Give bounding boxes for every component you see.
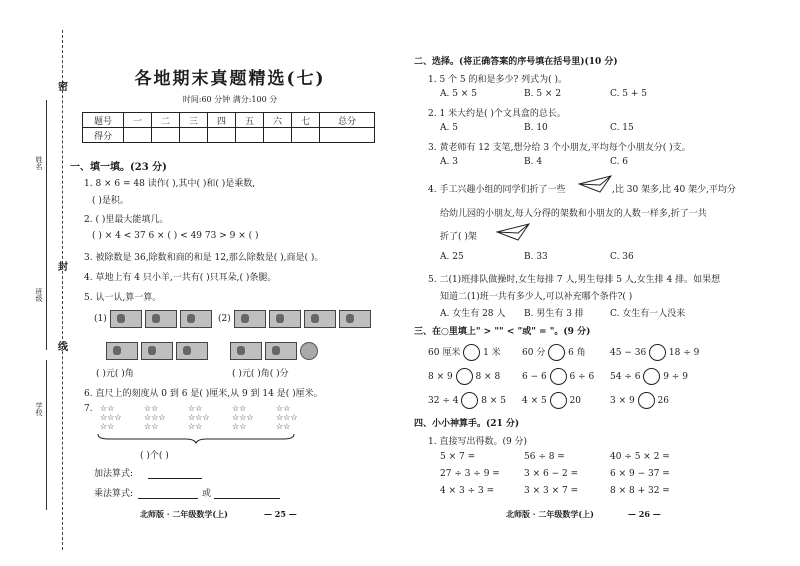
s2-q2-option-a[interactable]: A. 5 bbox=[440, 123, 458, 133]
footer-left-text: 北师版 · 二年级数学(上) bbox=[140, 509, 228, 519]
seal-mark-mi: 密 bbox=[58, 82, 68, 93]
or-label: 或 bbox=[202, 489, 212, 499]
name-label: 姓名 bbox=[35, 156, 43, 170]
footer-right-text: 北师版 · 二年级数学(上) bbox=[506, 509, 594, 519]
money-group-1-top bbox=[110, 308, 215, 328]
calc-item[interactable]: 3 × 3 × 7 = bbox=[524, 486, 579, 496]
star-group-5: ☆☆ ☆☆☆ ☆☆ bbox=[276, 404, 298, 431]
compare-item: 4 × 5 20 bbox=[522, 392, 581, 409]
s1-question-4: 4. 草地上有 4 只小羊,一共有( )只耳朵,( )条腿。 bbox=[84, 273, 277, 283]
paper-plane-icon bbox=[496, 222, 530, 242]
s1-question-5: 5. 认一认,算一算。 bbox=[84, 293, 162, 303]
compare-circle[interactable] bbox=[649, 344, 666, 361]
score-header-cell: 五 bbox=[236, 113, 264, 128]
money-group-2-bottom bbox=[230, 340, 318, 360]
compare-item: 60 厘米 1 米 bbox=[428, 344, 501, 361]
class-label: 班级 bbox=[35, 288, 43, 302]
banknote-icon bbox=[176, 342, 208, 360]
compare-item: 32 ÷ 4 8 × 5 bbox=[428, 392, 506, 409]
compare-circle[interactable] bbox=[643, 368, 660, 385]
s1-question-2: 2. ( )里最大能填几。 bbox=[84, 215, 169, 225]
section1-title: 一、填一填。(23 分) bbox=[70, 162, 167, 173]
star-group-2: ☆☆ ☆☆☆ ☆☆ bbox=[144, 404, 166, 431]
score-cell[interactable] bbox=[292, 128, 320, 143]
score-row-label: 得分 bbox=[83, 128, 124, 143]
banknote-icon bbox=[269, 310, 301, 328]
money-group-2-top bbox=[234, 308, 374, 328]
s2-q5-option-b[interactable]: B. 男生有 3 排 bbox=[524, 309, 584, 319]
score-header-cell: 三 bbox=[180, 113, 208, 128]
score-table-score-row bbox=[83, 128, 375, 143]
compare-circle[interactable] bbox=[463, 344, 480, 361]
score-header-cell: 六 bbox=[264, 113, 292, 128]
banknote-icon bbox=[339, 310, 371, 328]
s2-question-1: 1. 5 个 5 的和是多少? 列式为( )。 bbox=[428, 75, 568, 85]
banknote-icon bbox=[141, 342, 173, 360]
banknote-icon bbox=[106, 342, 138, 360]
score-cell[interactable] bbox=[264, 128, 292, 143]
multiplication-label: 乘法算式: bbox=[94, 489, 134, 499]
calc-item[interactable]: 4 × 3 ÷ 3 = bbox=[440, 486, 495, 496]
s2-q1-option-a[interactable]: A. 5 × 5 bbox=[440, 89, 477, 99]
score-table-header-row bbox=[83, 113, 375, 128]
school-label: 学校 bbox=[35, 402, 43, 416]
compare-circle[interactable] bbox=[461, 392, 478, 409]
page-title: 各地期末真题精选(七) bbox=[134, 69, 326, 89]
score-cell[interactable] bbox=[320, 128, 375, 143]
s2-q4-option-b[interactable]: B. 33 bbox=[524, 252, 548, 262]
binding-dashed-line bbox=[62, 30, 63, 550]
s2-question-4-line2: 给幼儿园的小朋友,每人分得的架数和小朋友的人数一样多,折了一共 bbox=[440, 209, 707, 219]
s2-q1-option-b[interactable]: B. 5 × 2 bbox=[524, 89, 562, 99]
money-group-1-bottom bbox=[106, 340, 211, 360]
s2-q5-option-c[interactable]: C. 女生有一人没来 bbox=[610, 309, 686, 319]
calc-item[interactable]: 40 ÷ 5 × 2 = bbox=[610, 452, 670, 462]
s2-q4-option-a[interactable]: A. 25 bbox=[440, 252, 464, 262]
score-header-cell: 一 bbox=[124, 113, 152, 128]
footer-right-page: — 26 — bbox=[628, 509, 661, 519]
calc-item[interactable]: 27 ÷ 3 ÷ 9 = bbox=[440, 469, 500, 479]
s2-q2-option-b[interactable]: B. 10 bbox=[524, 123, 548, 133]
s2-q3-option-a[interactable]: A. 3 bbox=[440, 157, 458, 167]
grouping-brace bbox=[96, 432, 296, 444]
compare-circle[interactable] bbox=[548, 344, 565, 361]
coin-icon bbox=[300, 342, 318, 360]
s2-q5-option-a[interactable]: A. 女生有 28 人 bbox=[440, 309, 506, 319]
banknote-icon bbox=[265, 342, 297, 360]
s2-question-3: 3. 黄老师有 12 支笔,想分给 3 个小朋友,平均每个小朋友分( )支。 bbox=[428, 143, 691, 153]
s2-question-5: 5. 二(1)班排队做操时,女生每排 7 人,男生每排 5 人,女生排 4 排。如果想 bbox=[428, 275, 721, 285]
compare-circle[interactable] bbox=[550, 392, 567, 409]
s1-question-1: 1. 8 × 6 = 48 读作( ),其中( )和( )是乘数, bbox=[84, 179, 256, 189]
s2-question-2: 2. 1 米大约是( )个文具盒的总长。 bbox=[428, 109, 566, 119]
score-cell[interactable] bbox=[208, 128, 236, 143]
score-cell[interactable] bbox=[180, 128, 208, 143]
calc-item[interactable]: 3 × 6 − 2 = bbox=[524, 469, 579, 479]
score-cell[interactable] bbox=[124, 128, 152, 143]
star-group-1: ☆☆ ☆☆☆ ☆☆ bbox=[100, 404, 122, 431]
multiplication-answer-line-2[interactable] bbox=[214, 486, 280, 499]
s2-q3-option-b[interactable]: B. 4 bbox=[524, 157, 543, 167]
banknote-icon bbox=[145, 310, 177, 328]
calc-item[interactable]: 8 × 8 + 32 = bbox=[610, 486, 670, 496]
money-group-2-label: (2) bbox=[218, 314, 231, 324]
name-field-line[interactable] bbox=[46, 100, 47, 250]
s1-question-1-cont: ( )是积。 bbox=[92, 196, 129, 206]
group-count-answer: ( )个( ) bbox=[140, 451, 169, 461]
s2-q1-option-c[interactable]: C. 5 + 5 bbox=[610, 89, 648, 99]
s2-q3-option-c[interactable]: C. 6 bbox=[610, 157, 629, 167]
score-header-cell: 二 bbox=[152, 113, 180, 128]
compare-item: 45 − 36 18 ÷ 9 bbox=[610, 344, 699, 361]
compare-circle[interactable] bbox=[638, 392, 655, 409]
addition-label: 加法算式: bbox=[94, 469, 134, 479]
star-group-3: ☆☆ ☆☆☆ ☆☆ bbox=[188, 404, 210, 431]
score-header-cell: 题号 bbox=[83, 113, 124, 128]
compare-item: 60 分 6 角 bbox=[522, 344, 586, 361]
s1-question-7: 7. bbox=[84, 404, 93, 414]
compare-circle[interactable] bbox=[456, 368, 473, 385]
compare-item: 54 ÷ 6 9 ÷ 9 bbox=[610, 368, 688, 385]
class-field-line[interactable] bbox=[46, 240, 47, 350]
s1-question-3: 3. 被除数是 36,除数和商的和是 12,那么除数是( ),商是( )。 bbox=[84, 253, 324, 263]
score-header-cell: 七 bbox=[292, 113, 320, 128]
paper-plane-icon bbox=[578, 174, 612, 194]
school-field-line[interactable] bbox=[46, 360, 47, 510]
s2-q2-option-c[interactable]: C. 15 bbox=[610, 123, 634, 133]
money-group-1-label: (1) bbox=[94, 314, 107, 324]
s1-question-2-items: ( ) × 4 < 37 6 × ( ) < 49 73 > 9 × ( ) bbox=[92, 231, 259, 241]
section4-title: 四、小小神算手。(21 分) bbox=[414, 419, 520, 429]
score-table bbox=[82, 112, 375, 143]
banknote-icon bbox=[230, 342, 262, 360]
money-answer-2: ( )元( )角( )分 bbox=[232, 369, 289, 379]
banknote-icon bbox=[110, 310, 142, 328]
s2-question-4: 4. 手工兴趣小组的同学们折了一些 bbox=[428, 185, 566, 195]
section3-title: 三、在○里填上" > "" < "或" = "。(9 分) bbox=[414, 327, 591, 337]
s1-question-6: 6. 直尺上的刻度从 0 到 6 是( )厘米,从 9 到 14 是( )厘米。 bbox=[84, 389, 323, 399]
section2-title: 二、选择。(将正确答案的序号填在括号里)(10 分) bbox=[414, 57, 618, 67]
banknote-icon bbox=[304, 310, 336, 328]
calc-item[interactable]: 5 × 7 = bbox=[440, 452, 476, 462]
score-header-cell: 四 bbox=[208, 113, 236, 128]
compare-item: 8 × 9 8 × 8 bbox=[428, 368, 500, 385]
score-cell[interactable] bbox=[152, 128, 180, 143]
compare-item: 6 − 6 6 ÷ 6 bbox=[522, 368, 594, 385]
s2-question-5-cont: 知道二(1)班一共有多少人,可以补充哪个条件?( ) bbox=[440, 292, 633, 302]
calc-item[interactable]: 6 × 9 − 37 = bbox=[610, 469, 670, 479]
calc-item[interactable]: 56 ÷ 8 = bbox=[524, 452, 565, 462]
compare-item: 3 × 9 26 bbox=[610, 392, 669, 409]
seal-mark-feng: 封 bbox=[58, 262, 68, 273]
s2-question-4-cont: ,比 30 架多,比 40 架少,平均分 bbox=[612, 185, 736, 195]
s2-q4-option-c[interactable]: C. 36 bbox=[610, 252, 634, 262]
money-answer-1: ( )元( )角 bbox=[96, 369, 134, 379]
star-group-4: ☆☆ ☆☆☆ ☆☆ bbox=[232, 404, 254, 431]
banknote-icon bbox=[180, 310, 212, 328]
score-header-cell: 总分 bbox=[320, 113, 375, 128]
banknote-icon bbox=[234, 310, 266, 328]
s4-question-1: 1. 直接写出得数。(9 分) bbox=[428, 437, 528, 447]
footer-left-page: — 25 — bbox=[264, 509, 297, 519]
score-cell[interactable] bbox=[236, 128, 264, 143]
addition-answer-line[interactable] bbox=[148, 466, 202, 479]
compare-circle[interactable] bbox=[550, 368, 567, 385]
multiplication-answer-line-1[interactable] bbox=[138, 486, 198, 499]
seal-mark-xian: 线 bbox=[58, 342, 68, 353]
s2-question-4-line3: 折了( )架 bbox=[440, 232, 477, 242]
time-info: 时间:60 分钟 满分:100 分 bbox=[182, 95, 278, 104]
